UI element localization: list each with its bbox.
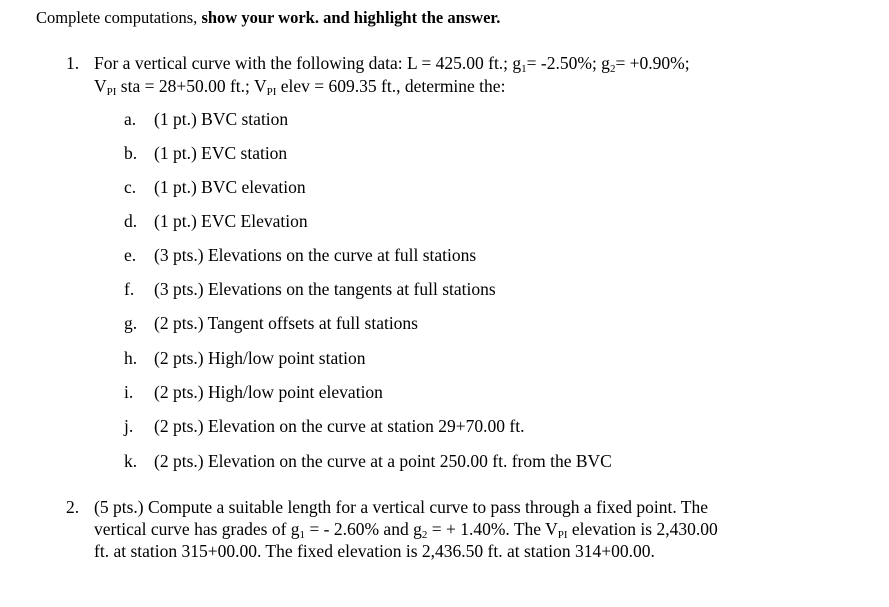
question-1-line-1 — [94, 53, 690, 74]
q1-l1-sub-1: 1 — [521, 63, 527, 75]
q1-item-text: (1 pt.) EVC Elevation — [154, 211, 308, 231]
question-2-number: 2. — [66, 497, 80, 517]
q1-item-letter: h. — [124, 348, 138, 368]
q1-item-text: (2 pts.) High/low point elevation — [154, 382, 383, 402]
instruction-plain: Complete computations, — [36, 8, 202, 27]
q2-l2-sub-2: 2 — [421, 529, 428, 541]
q1-item-letter: d. — [124, 211, 138, 231]
q1-item-letter: i. — [124, 382, 134, 402]
q1-item-letter: c. — [124, 177, 137, 197]
question-2-line-3: ft. at station 315+00.00. The fixed elevation is 2,436.50 ft. at station 314+00.00. — [94, 541, 655, 561]
question-2-line-1: (5 pts.) Compute a suitable length for a vertical curve to pass through a fixed point. The — [94, 497, 708, 517]
question-1-line-2 — [94, 76, 505, 97]
q1-item-letter: k. — [124, 451, 138, 471]
q1-l1-sub-2: 2 — [609, 63, 616, 75]
q1-item-letter: a. — [124, 109, 137, 129]
q2-l2-text-d: elevation is 2,430.00 — [567, 519, 718, 539]
q2-l2-sub-1: 1 — [299, 529, 306, 541]
q1-item-letter: g. — [124, 313, 138, 333]
q1-item-letter: j. — [124, 416, 134, 436]
q1-item-text: (1 pt.) EVC station — [154, 143, 288, 163]
q1-l1-text-a: For a vertical curve with the following data: L = 425.00 ft.; g — [94, 53, 522, 73]
q2-l2-text-c: = + 1.40%. The V — [427, 519, 558, 539]
q1-item-text: (2 pts.) High/low point station — [154, 348, 366, 368]
q1-l1-text-b: = -2.50%; g — [526, 53, 610, 73]
q1-item-text: (3 pts.) Elevations on the curve at full stations — [154, 245, 477, 265]
q1-l2-text-c: elev = 609.35 ft., determine the: — [276, 76, 506, 96]
instructions — [36, 8, 500, 28]
q1-item-text: (2 pts.) Elevation on the curve at station 29+70.00 ft. — [154, 416, 525, 436]
q1-item-text: (2 pts.) Elevation on the curve at a point 250.00 ft. from the BVC — [154, 451, 612, 471]
q1-item-text: (1 pt.) BVC station — [154, 109, 289, 129]
q1-l2-sub-1: PI — [106, 86, 117, 98]
q2-l2-text-b: = - 2.60% and g — [305, 519, 422, 539]
question-2-line-2 — [94, 519, 718, 540]
q1-l2-sub-2: PI — [266, 86, 277, 98]
q1-l2-text-b: sta = 28+50.00 ft.; V — [116, 76, 267, 96]
q2-l2-sub-3: PI — [557, 529, 568, 541]
q2-l2-text-a: vertical curve has grades of g — [94, 519, 300, 539]
q1-item-letter: f. — [124, 279, 135, 299]
q1-item-text: (1 pt.) BVC elevation — [154, 177, 306, 197]
q1-item-letter: e. — [124, 245, 137, 265]
q1-l2-text-a: V — [94, 76, 107, 96]
q1-item-text: (3 pts.) Elevations on the tangents at full stations — [154, 279, 496, 299]
q1-item-text: (2 pts.) Tangent offsets at full stations — [154, 313, 418, 333]
question-1-number: 1. — [66, 53, 80, 73]
q1-item-letter: b. — [124, 143, 138, 163]
q1-l1-text-c: = +0.90%; — [615, 53, 690, 73]
instruction-bold: show your work. and highlight the answer. — [201, 8, 501, 27]
